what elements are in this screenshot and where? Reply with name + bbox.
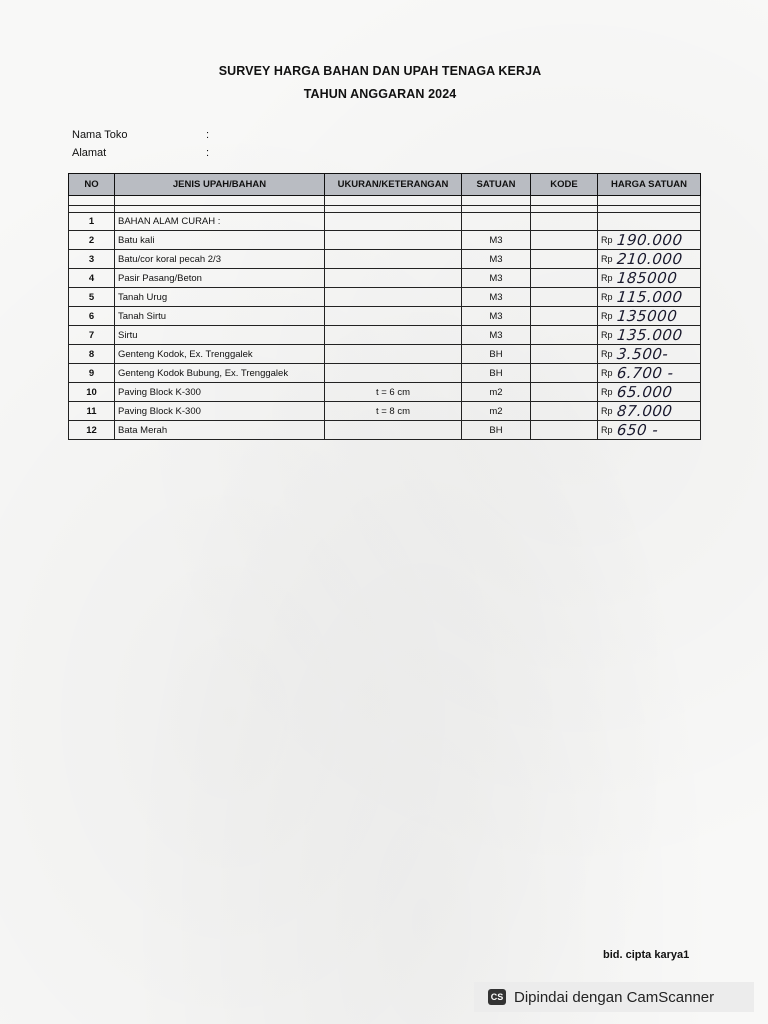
cell-no: 2 (69, 231, 115, 250)
cell-ukuran: t = 8 cm (325, 402, 462, 421)
cell-jenis: Batu/cor koral pecah 2/3 (115, 250, 325, 269)
col-header-satuan: SATUAN (462, 174, 531, 196)
cell-kode (531, 231, 598, 250)
cell-satuan: M3 (462, 231, 531, 250)
table-row (69, 307, 701, 326)
cell-jenis: Tanah Sirtu (115, 307, 325, 326)
col-header-ukuran: UKURAN/KETERANGAN (325, 174, 462, 196)
cell-harga (598, 345, 701, 364)
cell-jenis: Bata Merah (115, 421, 325, 440)
page-subtitle: TAHUN ANGGARAN 2024 (303, 87, 457, 101)
table-row (69, 402, 701, 421)
table-row (69, 326, 701, 345)
cell-satuan: M3 (462, 307, 531, 326)
cell-kode (531, 250, 598, 269)
table-row (69, 383, 701, 402)
cell-satuan: BH (462, 421, 531, 440)
handwritten-price: 65.000 (615, 383, 673, 402)
handwritten-price: 210.000 (615, 250, 683, 269)
cell-ukuran (325, 269, 462, 288)
cell-no: 1 (69, 213, 115, 231)
cell-satuan: M3 (462, 288, 531, 307)
currency-label: Rp (601, 406, 613, 417)
cell-jenis: Paving Block K-300 (115, 402, 325, 421)
table-row (69, 269, 701, 288)
cell-harga (598, 383, 701, 402)
col-header-jenis: JENIS UPAH/BAHAN (115, 174, 325, 196)
cell-no: 3 (69, 250, 115, 269)
handwritten-price: 6.700 - (615, 364, 675, 383)
cell-no: 7 (69, 326, 115, 345)
cell-satuan: M3 (462, 326, 531, 345)
handwritten-price: 135.000 (615, 326, 683, 345)
currency-label: Rp (601, 254, 613, 265)
camscanner-watermark (474, 982, 754, 1012)
currency-label: Rp (601, 292, 613, 303)
table-row (69, 213, 701, 231)
cell-kode (531, 269, 598, 288)
cell-no: 5 (69, 288, 115, 307)
handwritten-price: 650 - (615, 421, 659, 440)
table-spacer-row (69, 206, 701, 213)
cell-harga (598, 402, 701, 421)
cell-harga (598, 250, 701, 269)
cell-kode (531, 383, 598, 402)
cell-kode (531, 421, 598, 440)
cell-harga (598, 307, 701, 326)
cell-ukuran (325, 213, 462, 231)
cell-jenis: BAHAN ALAM CURAH : (115, 213, 325, 231)
cell-satuan: M3 (462, 269, 531, 288)
currency-label: Rp (601, 368, 613, 379)
table-row (69, 250, 701, 269)
currency-label: Rp (601, 387, 613, 398)
cell-satuan (462, 213, 531, 231)
camscanner-label: Dipindai dengan CamScanner (514, 988, 715, 1006)
cell-no: 12 (69, 421, 115, 440)
cell-satuan: BH (462, 364, 531, 383)
table-row (69, 364, 701, 383)
currency-label: Rp (601, 425, 613, 436)
cell-harga (598, 288, 701, 307)
cell-satuan: BH (462, 345, 531, 364)
handwritten-price: 135000 (615, 307, 678, 326)
cell-kode (531, 364, 598, 383)
cell-kode (531, 288, 598, 307)
cell-ukuran (325, 250, 462, 269)
price-survey-table (68, 173, 701, 440)
cell-jenis: Sirtu (115, 326, 325, 345)
cell-satuan: m2 (462, 402, 531, 421)
cell-ukuran (325, 307, 462, 326)
cell-satuan: M3 (462, 250, 531, 269)
handwritten-price: 190.000 (615, 231, 683, 250)
cell-harga (598, 326, 701, 345)
cell-kode (531, 326, 598, 345)
currency-label: Rp (601, 349, 613, 360)
cell-kode (531, 307, 598, 326)
currency-label: Rp (601, 311, 613, 322)
cell-harga (598, 231, 701, 250)
handwritten-price: 115.000 (615, 288, 683, 307)
cell-no: 9 (69, 364, 115, 383)
cell-kode (531, 402, 598, 421)
signature-text: bid. cipta karya1 (603, 949, 690, 961)
cell-jenis: Genteng Kodok Bubung, Ex. Trenggalek (115, 364, 325, 383)
cell-ukuran (325, 231, 462, 250)
nama-toko-label: Nama Toko (72, 129, 128, 141)
cell-jenis: Pasir Pasang/Beton (115, 269, 325, 288)
table-spacer-row (69, 196, 701, 206)
cell-no: 6 (69, 307, 115, 326)
nama-toko-colon: : (206, 129, 210, 141)
currency-label: Rp (601, 273, 613, 284)
currency-label: Rp (601, 330, 613, 341)
table-row (69, 231, 701, 250)
table-row (69, 421, 701, 440)
alamat-field (72, 147, 210, 159)
cell-no: 11 (69, 402, 115, 421)
cell-jenis: Batu kali (115, 231, 325, 250)
cell-no: 10 (69, 383, 115, 402)
alamat-label: Alamat (72, 147, 107, 159)
handwritten-price: 185000 (615, 269, 678, 288)
cell-ukuran (325, 288, 462, 307)
cell-satuan: m2 (462, 383, 531, 402)
cell-ukuran: t = 6 cm (325, 383, 462, 402)
alamat-colon: : (206, 147, 210, 159)
cell-kode (531, 213, 598, 231)
col-header-no: NO (69, 174, 115, 196)
handwritten-price: 3.500- (615, 345, 669, 364)
cell-kode (531, 345, 598, 364)
table-header-row (69, 174, 701, 196)
handwritten-price: 87.000 (615, 402, 673, 421)
cell-ukuran (325, 421, 462, 440)
cell-ukuran (325, 345, 462, 364)
cell-no: 8 (69, 345, 115, 364)
cell-jenis: Paving Block K-300 (115, 383, 325, 402)
cell-no: 4 (69, 269, 115, 288)
col-header-kode: KODE (531, 174, 598, 196)
col-header-harga: HARGA SATUAN (598, 174, 701, 196)
table-row (69, 288, 701, 307)
camscanner-icon: CS (488, 989, 506, 1005)
table-row (69, 345, 701, 364)
cell-jenis: Genteng Kodok, Ex. Trenggalek (115, 345, 325, 364)
cell-harga (598, 213, 701, 231)
page-title: SURVEY HARGA BAHAN DAN UPAH TENAGA KERJA (218, 64, 542, 78)
cell-harga (598, 269, 701, 288)
cell-jenis: Tanah Urug (115, 288, 325, 307)
currency-label: Rp (601, 235, 613, 246)
nama-toko-field (72, 129, 210, 141)
cell-harga (598, 421, 701, 440)
cell-ukuran (325, 326, 462, 345)
cell-harga (598, 364, 701, 383)
cell-ukuran (325, 364, 462, 383)
